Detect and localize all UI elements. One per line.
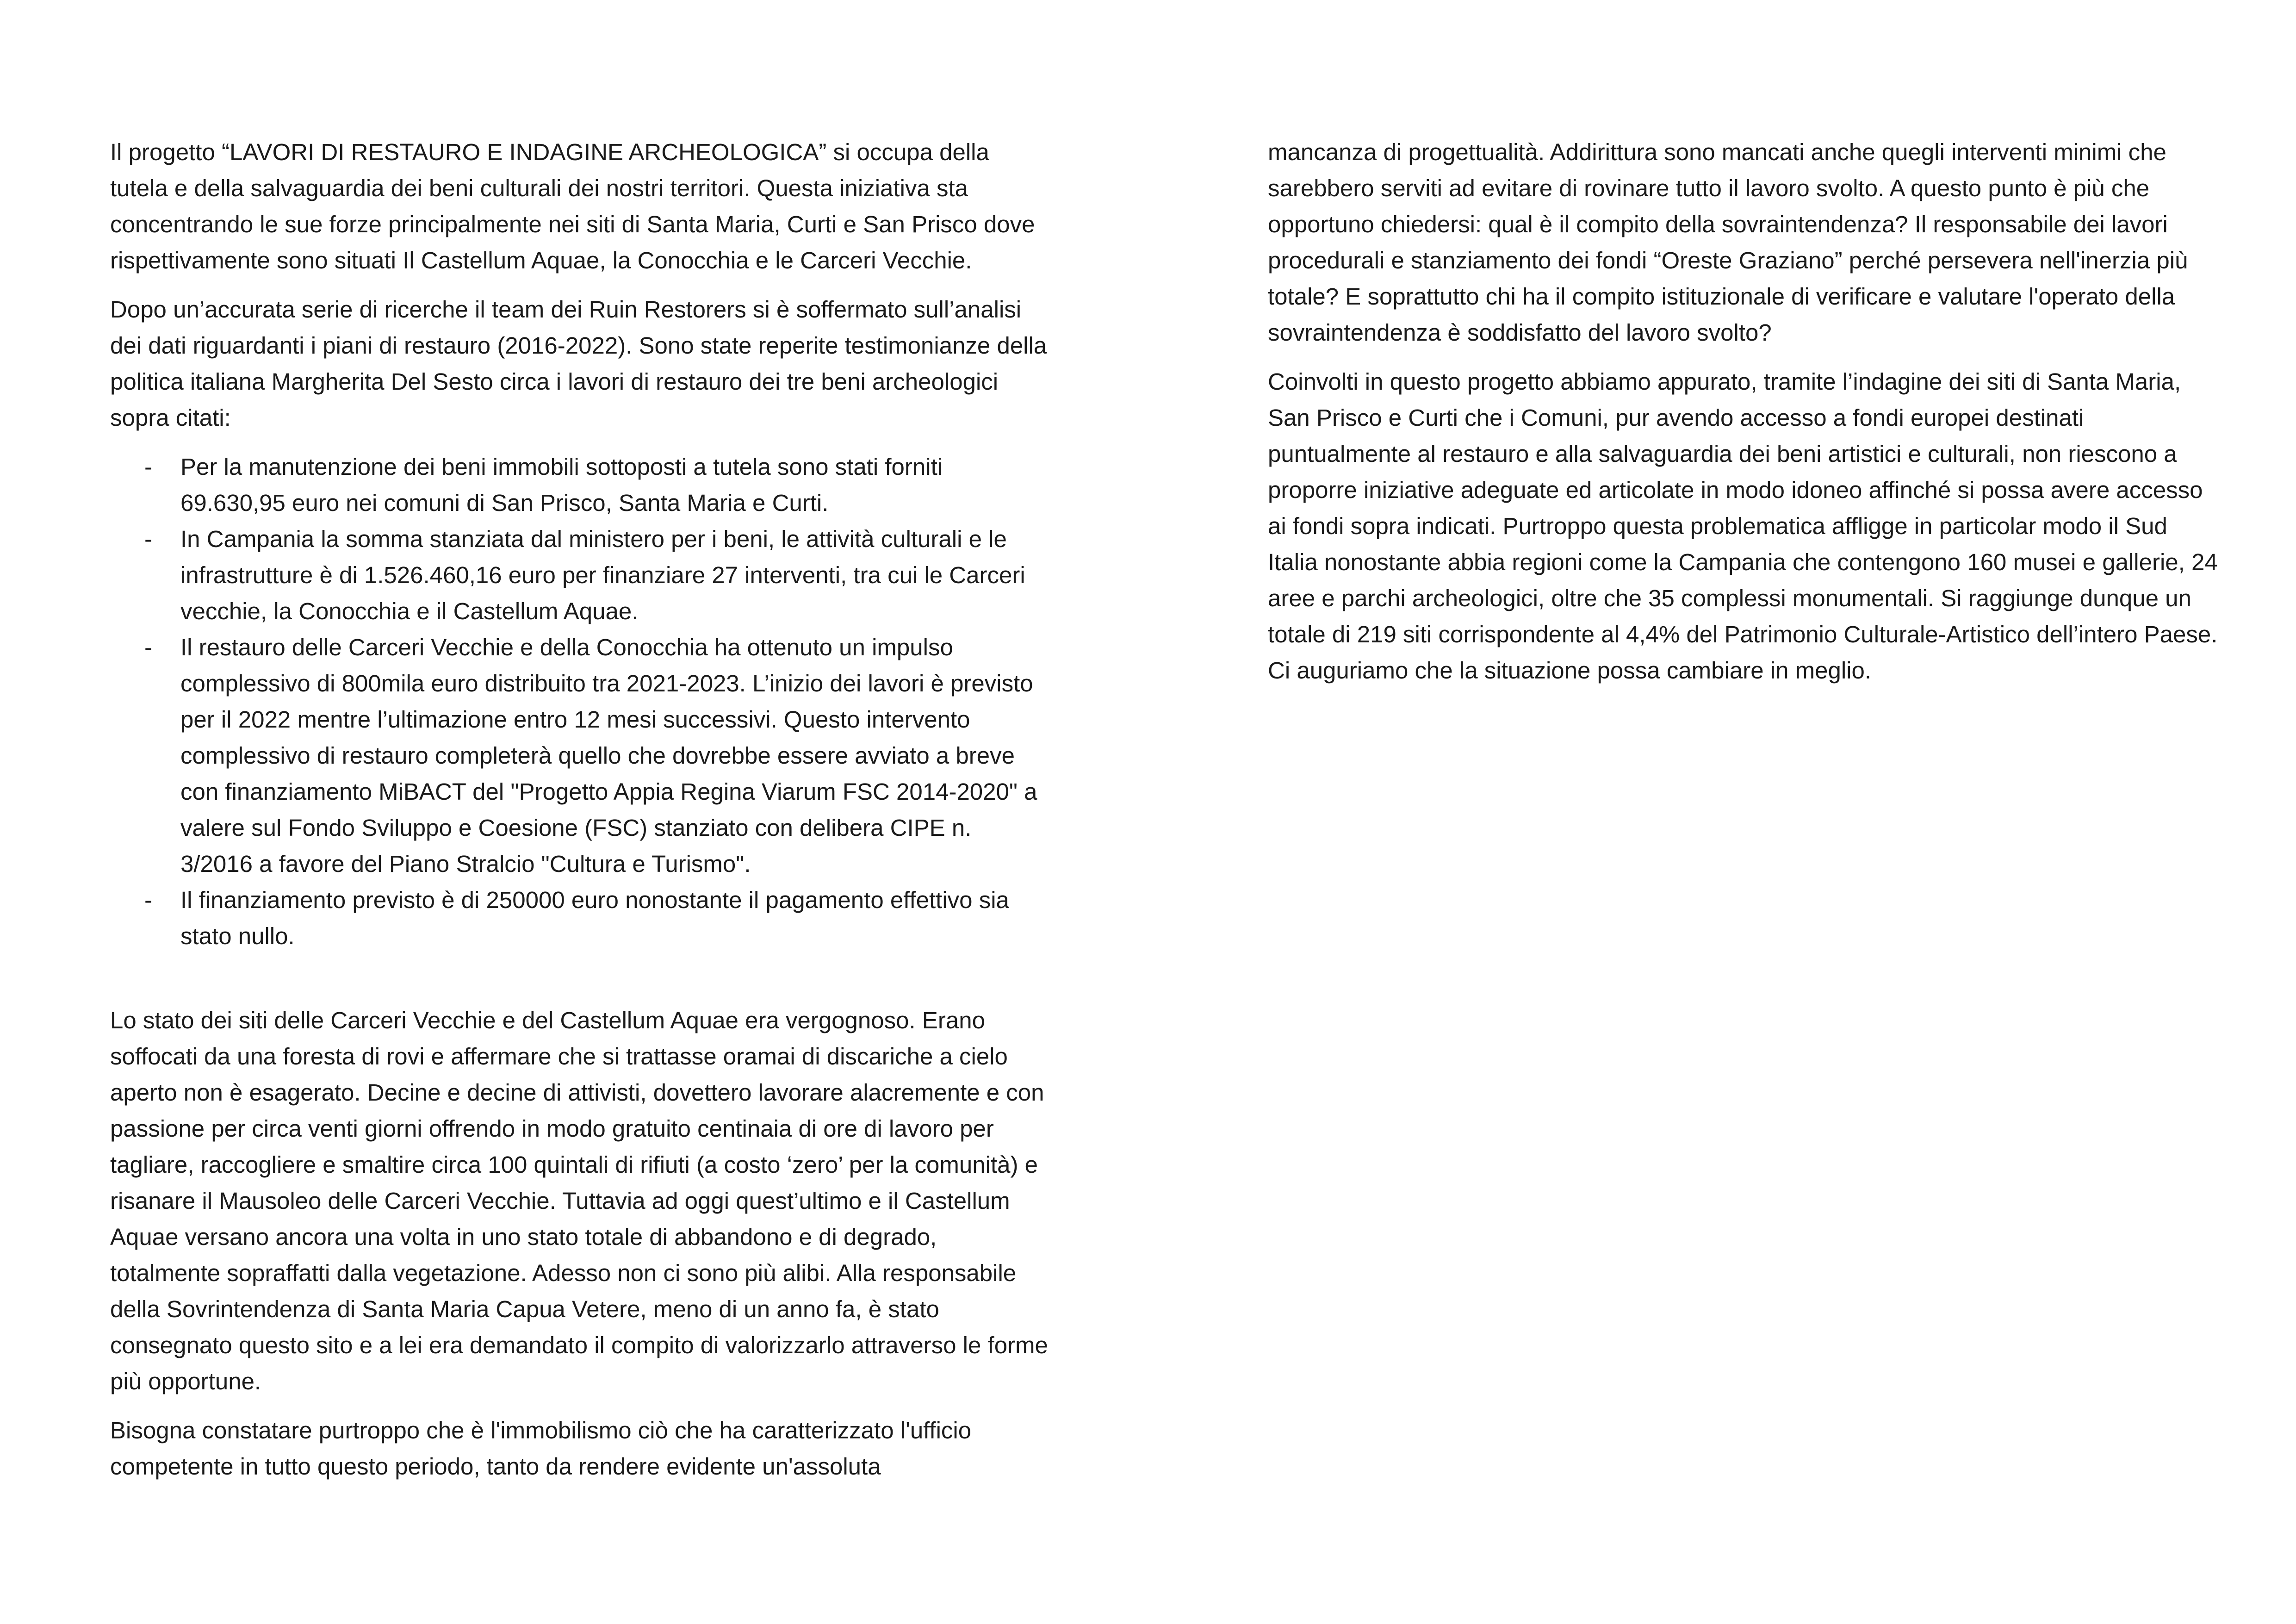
list-item-text: In Campania la somma stanziata dal ministero per i beni, le attività culturali e le infrastrutture è di 1.526.460,16 euro per finanziare 27 interventi, tra cui le Carceri vecchie, la Conocchia e il Castellum Aquae. — [180, 526, 1025, 624]
left-column — [110, 134, 1049, 1498]
bullet-marker: - — [144, 454, 152, 480]
immobilism-paragraph: Bisogna constatare purtroppo che è l'immobilismo ciò che ha caratterizzato l'ufficio competente in tutto questo periodo, tanto da rendere evidente un'assoluta — [110, 1417, 972, 1480]
continuation-paragraph: mancanza di progettualità. Addirittura sono mancati anche quegli interventi minimi che sarebbero serviti ad evitare di rovinare tutto il lavoro svolto. A questo punto è più che opportuno chiedersi: qual è il compito della sovraintendenza? Il responsabile dei lavori procedurali e stanziamento dei fondi “Oreste Graziano” perché persevera nell'inerzia più totale? E soprattutto chi ha il compito istituzionale di verificare e valutare l'operato della sovraintendenza è soddisfatto del lavoro svolto? — [1268, 139, 2188, 346]
intro-paragraph: Il progetto “LAVORI DI RESTAURO E INDAGINE ARCHEOLOGICA” si occupa della tutela e della salvaguardia dei beni culturali dei nostri territori. Questa iniziativa sta concentrando le sue forze principalmente nei siti di Santa Maria, Curti e San Prisco dove rispettivamente sono situati Il Castellum Aquae, la Conocchia e le Carceri Vecchie. — [110, 139, 1035, 274]
conclusion-paragraph: Coinvolti in questo progetto abbiamo appurato, tramite l’indagine dei siti di Santa Maria, San Prisco e Curti che i Comuni, pur avendo accesso a fondi europei destinati puntualmente al restauro e alla salvaguardia dei beni artistici e culturali, non riescono a proporre iniziative adeguate ed articolate in modo idoneo affinché si possa avere accesso ai fondi sopra indicati. Purtroppo questa problematica affligge in particolar modo il Sud Italia nonostante abbia regioni come la Campania che contengono 160 musei e gallerie, 24 aree e parchi archeologici, oltre che 35 complessi monumentali. Si raggiunge dunque un totale di 219 siti corrispondente al 4,4% del Patrimonio Culturale-Artistico dell’intero Paese. Ci auguriamo che la situazione possa cambiare in meglio. — [1268, 368, 2218, 684]
list-item-text: Il restauro delle Carceri Vecchie e della Conocchia ha ottenuto un impulso complessivo di 800mila euro distribuito tra 2021-2023. L’inizio dei lavori è previsto per il 2022 mentre l’ultimazione entro 12 mesi successivi. Questo intervento complessivo di restauro completerà quello che dovrebbe essere avviato a breve con finanziamento MiBACT del "Progetto Appia Regina Viarum FSC 2014-2020" a valere sul Fondo Sviluppo e Coesione (FSC) stanziato con delibera CIPE n. 3/2016 a favore del Piano Stralcio "Cultura e Turismo". — [180, 634, 1037, 877]
funding-list — [110, 449, 1049, 954]
research-paragraph: Dopo un’accurata serie di ricerche il team dei Ruin Restorers si è soffermato sull’analisi dei dati riguardanti i piani di restauro (2016-2022). Sono state reperite testimonianze della politica italiana Margherita Del Sesto circa i lavori di restauro dei tre beni archeologici sopra citati: — [110, 296, 1047, 431]
list-item — [110, 449, 1049, 521]
right-column — [1268, 134, 2221, 702]
bullet-marker: - — [144, 887, 152, 913]
list-item — [110, 882, 1049, 954]
spacer — [110, 954, 1049, 1002]
list-item-text: Per la manutenzione dei beni immobili sottoposti a tutela sono stati forniti 69.630,95 euro nei comuni di San Prisco, Santa Maria e Curti. — [180, 454, 943, 516]
list-item — [110, 521, 1049, 629]
list-item-text: Il finanziamento previsto è di 250000 euro nonostante il pagamento effettivo sia stato nullo. — [180, 887, 1009, 949]
list-item — [110, 629, 1049, 882]
site-state-paragraph: Lo stato dei siti delle Carceri Vecchie e del Castellum Aquae era vergognoso. Erano soffocati da una foresta di rovi e affermare che si trattasse oramai di discariche a cielo aperto non è esagerato. Decine e decine di attivisti, dovettero lavorare alacremente e con passione per circa venti giorni offrendo in modo gratuito centinaia di ore di lavoro per tagliare, raccogliere e smaltire circa 100 quintali di rifiuti (a costo ‘zero’ per la comunità) e risanare il Mausoleo delle Carceri Vecchie. Tuttavia ad oggi quest’ultimo e il Castellum Aquae versano ancora una volta in uno stato totale di abbandono e di degrado, totalmente sopraffatti dalla vegetazione. Adesso non ci sono più alibi. Alla responsabile della Sovrintendenza di Santa Maria Capua Vetere, meno di un anno fa, è stato consegnato questo sito e a lei era demandato il compito di valorizzarlo attraverso le forme più opportune. — [110, 1007, 1048, 1394]
bullet-marker: - — [144, 634, 152, 660]
bullet-marker: - — [144, 526, 152, 552]
